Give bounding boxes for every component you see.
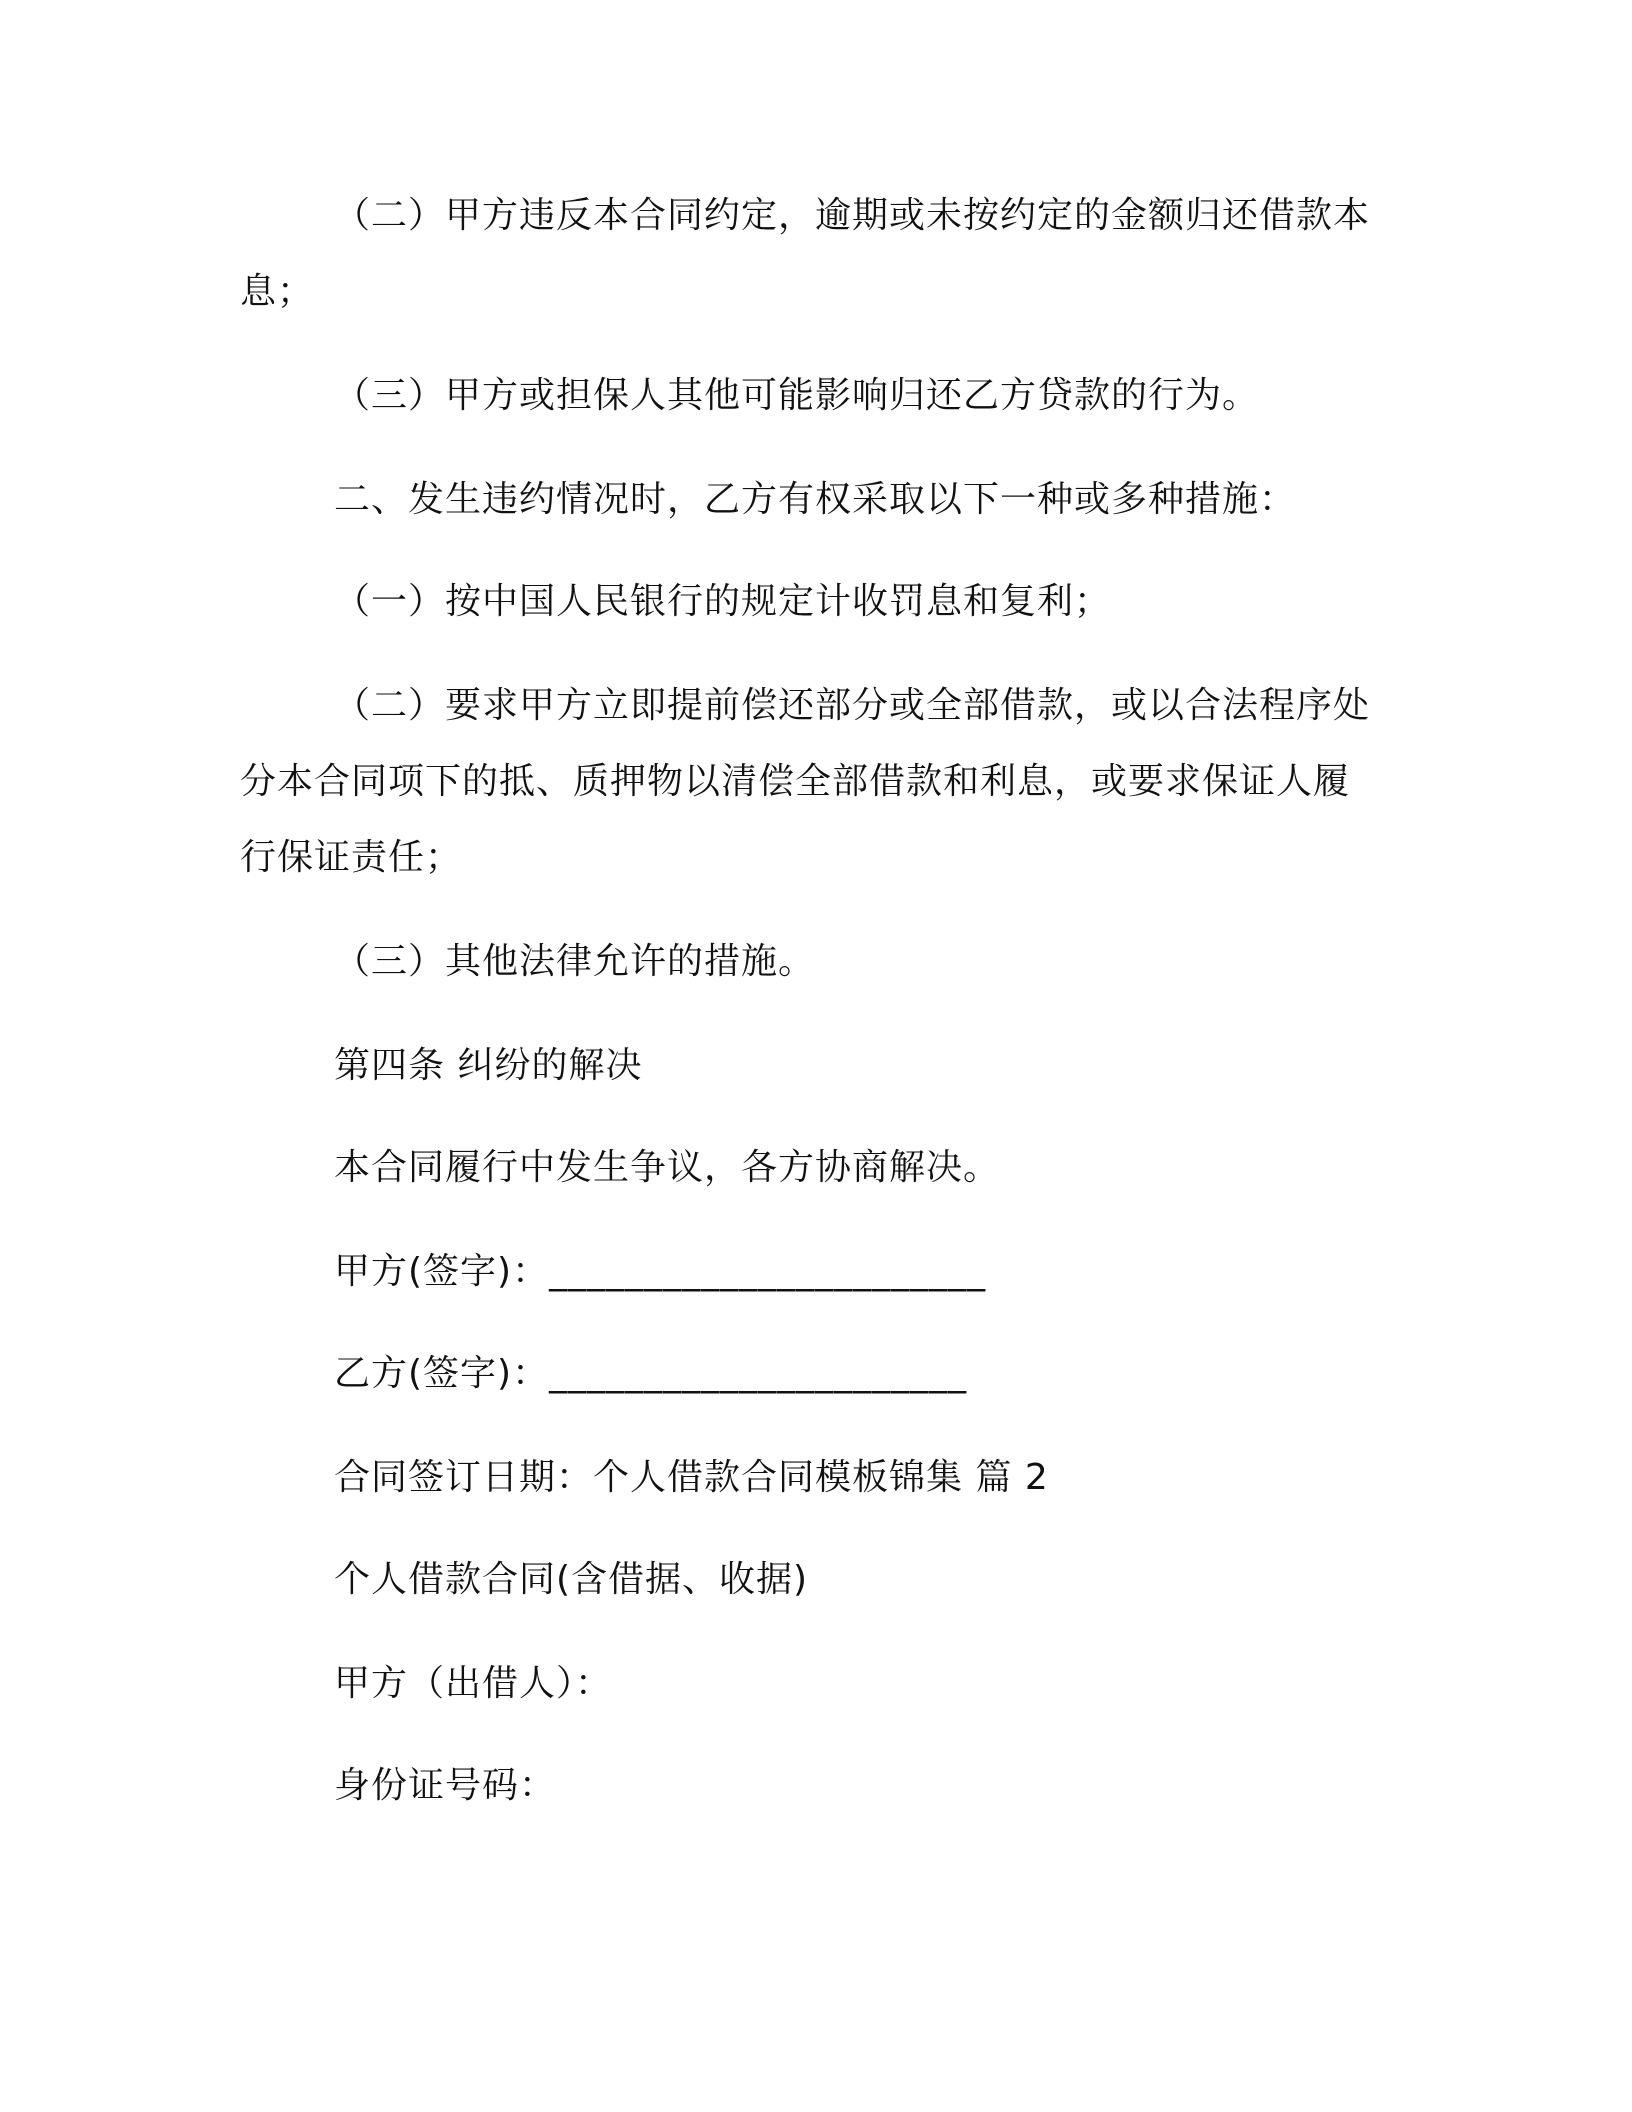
clause-2-3: （三）甲方或担保人其他可能影响归还乙方贷款的行为。	[334, 375, 1260, 416]
article-4-heading: 第四条 纠纷的解决	[334, 1045, 643, 1086]
party-b-signature: 乙方(签字)：______________________	[334, 1353, 968, 1394]
lender-label: 甲方（出借人）：	[334, 1663, 613, 1704]
measure-2-line-3: 行保证责任；	[240, 837, 463, 878]
clause-2-2-line-1: （二）甲方违反本合同约定，逾期或未按约定的金额归还借款本	[334, 195, 1371, 236]
section-breach-measures: 二、发生违约情况时，乙方有权采取以下一种或多种措施：	[334, 479, 1297, 520]
clause-2-2-line-2: 息；	[240, 271, 315, 312]
contract-title: 个人借款合同(含借据、收据)	[334, 1559, 809, 1600]
measure-3: （三）其他法律允许的措施。	[334, 941, 816, 982]
measure-2-line-1: （二）要求甲方立即提前偿还部分或全部借款，或以合法程序处	[334, 685, 1371, 726]
signing-date: 合同签订日期：个人借款合同模板锦集 篇 2	[334, 1457, 1049, 1498]
dispute-resolution: 本合同履行中发生争议，各方协商解决。	[334, 1147, 1001, 1188]
measure-1: （一）按中国人民银行的规定计收罚息和复利；	[334, 581, 1112, 622]
measure-2-line-2: 分本合同项下的抵、质押物以清偿全部借款和利息，或要求保证人履	[240, 761, 1351, 802]
id-number-label: 身份证号码：	[334, 1765, 557, 1806]
party-a-signature: 甲方(签字)：_______________________	[334, 1251, 987, 1292]
